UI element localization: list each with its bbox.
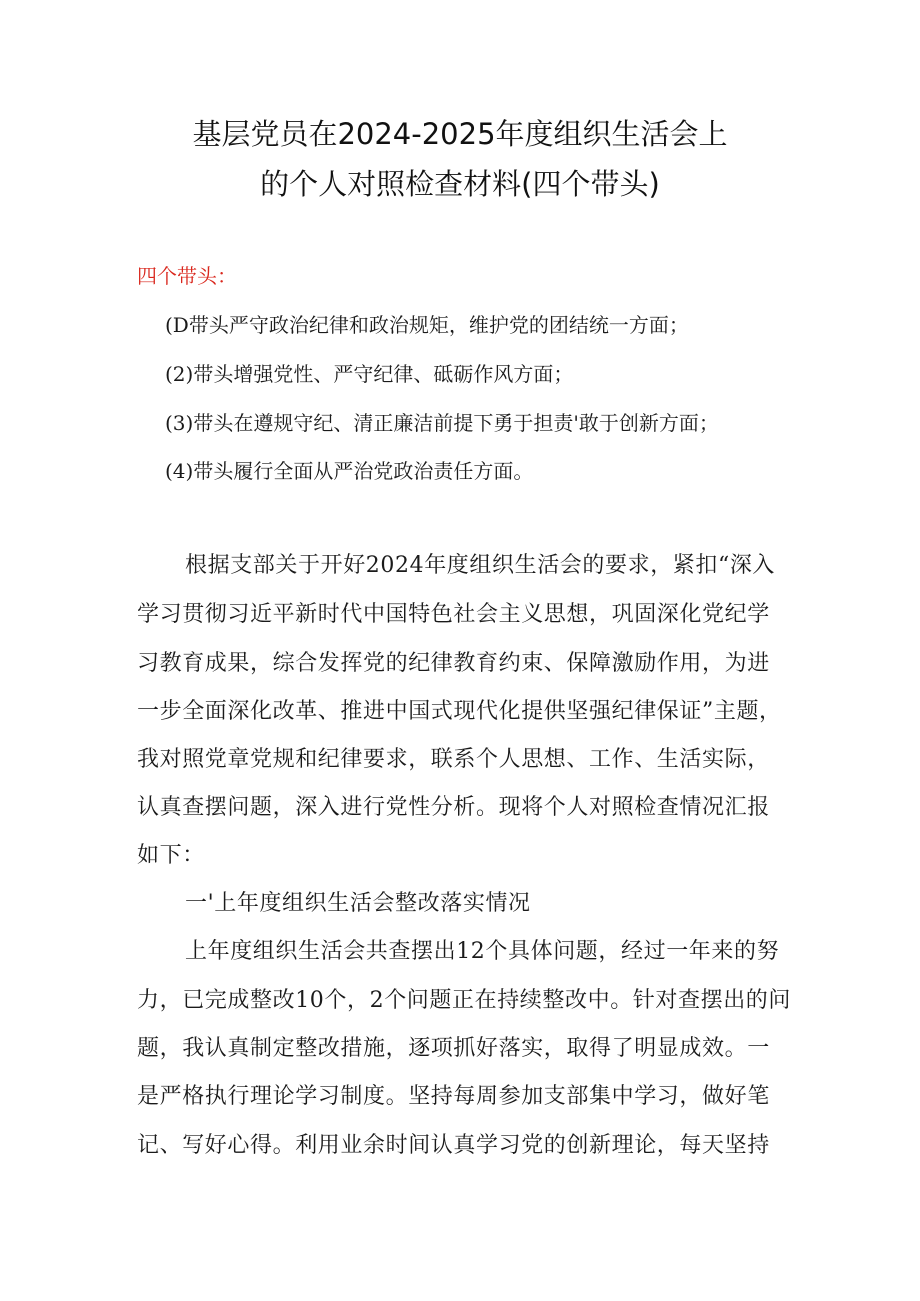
body-paragraph-line: 力，已完成整改10个，2个问题正在持续整改中。针对查摆出的问 [137, 988, 791, 1013]
list-item: (D带头严守政治纪律和政治规矩，维护党的团结统一方面； [165, 313, 689, 337]
list-item: (4)带头履行全面从严治党政治责任方面。 [165, 459, 534, 483]
document-title-line-2: 的个人对照检查材料(四个带头) [260, 167, 660, 201]
body-paragraph-line: 一步全面深化改革、推进中国式现代化提供坚强纪律保证”主题， [137, 699, 782, 724]
list-item: (2)带头增强党性、严守纪律、砥砺作风方面； [165, 362, 574, 386]
body-paragraph-line: 如下： [137, 843, 205, 868]
document-title-line-1: 基层党员在2024-2025年度组织生活会上 [192, 117, 728, 151]
body-paragraph-line: 学习贯彻习近平新时代中国特色社会主义思想，巩固深化党纪学 [137, 602, 770, 627]
body-paragraph-line: 习教育成果，综合发挥党的纪律教育约束、保障激励作用，为进 [137, 651, 770, 676]
body-paragraph-line: 根据支部关于开好2024年度组织生活会的要求，紧扣“深入 [185, 553, 776, 578]
body-paragraph-line: 是严格执行理论学习制度。坚持每周参加支部集中学习，做好笔 [137, 1084, 770, 1109]
list-item: (3)带头在遵规守纪、清正廉洁前提下勇于担责'敢于创新方面； [165, 411, 719, 435]
body-paragraph-line: 题，我认真制定整改措施，逐项抓好落实，取得了明显成效。一 [137, 1036, 770, 1061]
body-paragraph-line: 上年度组织生活会共查摆出12个具体问题，经过一年来的努 [185, 939, 780, 964]
section-label-four-leads: 四个带头： [137, 264, 237, 288]
body-paragraph-line: 认真查摆问题，深入进行党性分析。现将个人对照检查情况汇报 [137, 795, 770, 820]
body-paragraph-line: 我对照党章党规和纪律要求，联系个人思想、工作、生活实际， [137, 747, 770, 772]
section-heading-rectification: 一'上年度组织生活会整改落实情况 [185, 891, 531, 916]
body-paragraph-line: 记、写好心得。利用业余时间认真学习党的创新理论，每天坚持 [137, 1133, 770, 1158]
